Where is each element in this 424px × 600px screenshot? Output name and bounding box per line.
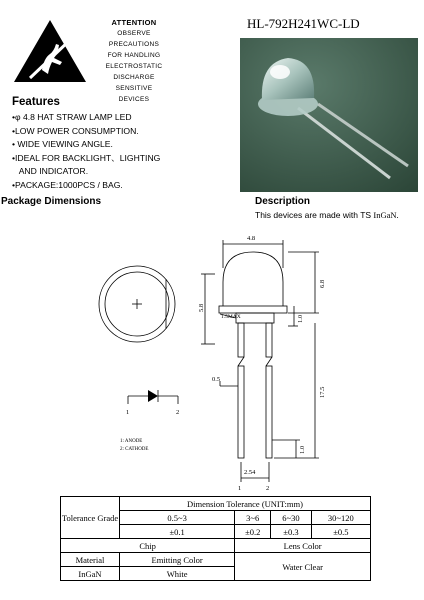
tolerance-cell: ±0.5 [311,525,370,539]
features-list [12,111,160,192]
material-value: InGaN [61,567,120,581]
esd-line: ELECTROSTATIC [105,63,163,70]
product-photo [240,38,418,192]
esd-line: SENSITIVE [115,85,153,92]
lens-color-header: Lens Color [235,539,371,553]
tolerance-grade-text: Tolerance Grade [61,512,119,523]
esd-warning-icon [12,18,88,84]
tolerance-grade-label [61,497,120,539]
description-heading: Description [255,196,311,207]
chip-header: Chip [61,539,235,553]
lead-1-upper [238,323,244,357]
dim-pitch: 2.54 [244,469,256,476]
pin-1-label: 1 [238,485,242,490]
lead-1-lower [238,366,244,458]
dim-top-width: 4.8 [247,235,256,242]
range-cell: 3~6 [235,511,271,525]
diode-icon [148,390,158,402]
dim-dome-height: 6.8 [319,279,326,288]
range-cell: 6~30 [271,511,311,525]
lens-color-value: Water Clear [235,553,371,581]
features-heading: Features [12,96,60,108]
feature-item: •IDEAL FOR BACKLIGHT、LIGHTING [12,152,161,163]
dim-flange-thick: 1.0 [297,314,304,323]
tolerance-cell: ±0.3 [271,525,311,539]
lead-2-upper [266,323,272,357]
dim-max: 1.5MAX [221,314,241,320]
dim-length: 17.5 [319,386,326,398]
esd-warning-text [92,17,176,105]
tolerance-table [60,496,371,581]
feature-item: • WIDE VIEWING ANGLE. [12,139,113,149]
schematic-pin-2: 2 [176,409,180,416]
feature-item: •LOW POWER CONSUMPTION. [12,125,139,136]
esd-line: DEVICES [118,96,150,103]
led-dome [223,252,283,306]
pin-2-label: 2 [266,485,270,490]
feature-item: •φ 4.8 HAT STRAW LAMP LED [12,112,132,122]
emitting-color-label: Emitting Color [120,553,235,567]
tolerance-cell: ±0.1 [120,525,235,539]
description-text [255,210,399,220]
lead-2-lower [266,366,272,458]
feature-item: AND INDICATOR. [12,166,89,176]
legend-cathode: 2: CATHODE [120,447,149,452]
feature-item: •PACKAGE:1000PCS / BAG. [12,179,123,190]
dimension-tolerance-header: Dimension Tolerance (UNIT:mm) [120,497,371,511]
package-dimensions-heading: Package Dimensions [1,196,102,207]
tolerance-cell: ±0.2 [235,525,271,539]
esd-line: OBSERVE PRECAUTIONS [108,30,160,48]
range-cell: 0.5~3 [120,511,235,525]
esd-line: FOR HANDLING [107,52,161,59]
led-flange [219,306,287,313]
description-prefix: This devices are made with TS [255,210,374,220]
dim-lead-end: 1.0 [299,445,306,454]
led-base [236,313,274,323]
material-label: Material [61,553,120,567]
package-dimension-drawing [60,228,360,490]
dim-lead: 0.5 [212,376,221,383]
legend-anode: 1: ANODE [120,439,143,444]
dim-flange: 5.8 [198,303,205,312]
esd-line: DISCHARGE [113,74,155,81]
range-cell: 30~120 [311,511,370,525]
schematic-pin-1: 1 [126,409,130,416]
description-material: InGaN. [373,210,399,220]
part-number: HL-792H241WC-LD [247,16,360,31]
emitting-color-value: White [120,567,235,581]
esd-title: ATTENTION [111,18,157,27]
led-photo-image [240,38,418,192]
